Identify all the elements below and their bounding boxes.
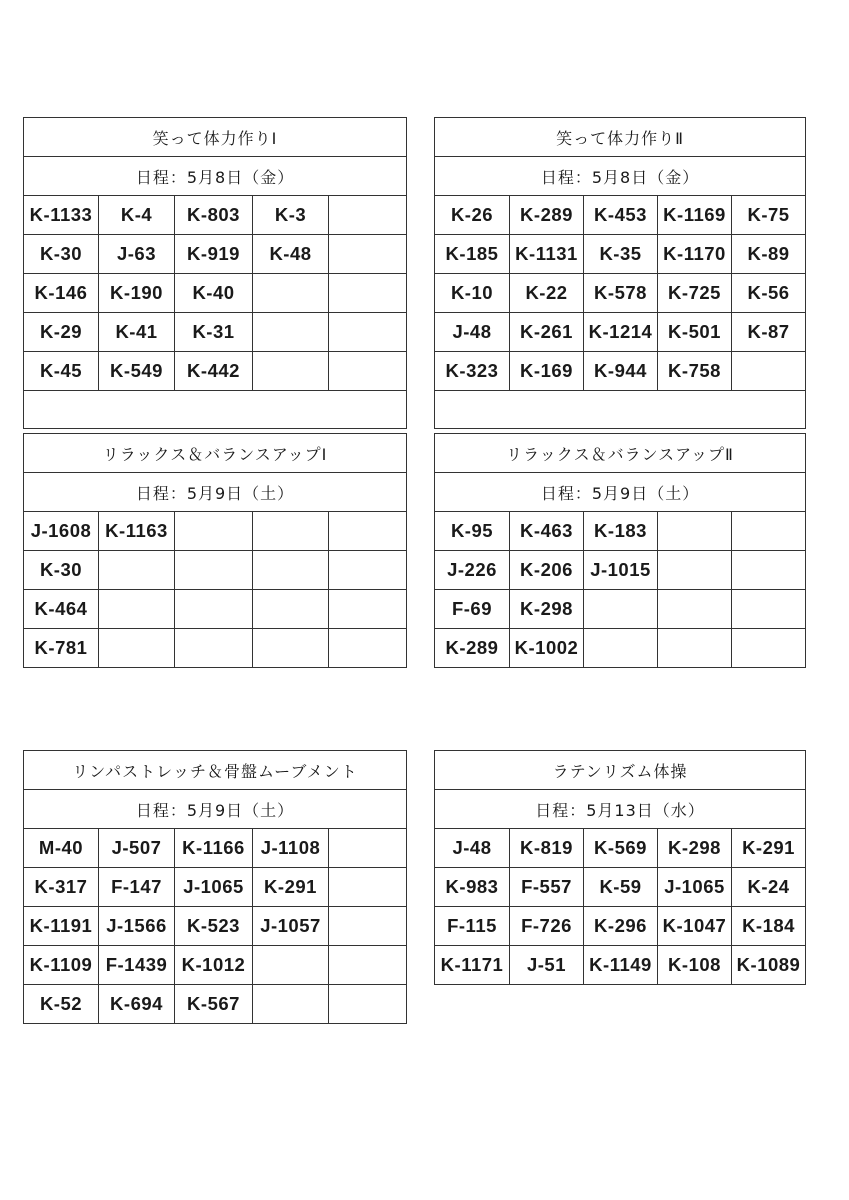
participant-row [24,868,407,907]
participant-id-cell: K-1109 [24,946,99,985]
participant-id-cell: K-453 [584,196,658,235]
participant-row [435,274,806,313]
participant-id-cell: K-1131 [510,235,584,274]
participant-row [435,868,806,907]
participant-id-cell: K-30 [24,235,99,274]
participant-row [435,196,806,235]
participant-id-cell: K-40 [175,274,253,313]
participant-id-cell [658,629,732,668]
participant-id-cell: J-1057 [253,907,329,946]
participant-id-cell [329,196,407,235]
participant-row [24,235,407,274]
participant-id-cell: J-1015 [584,551,658,590]
participant-id-cell [584,629,658,668]
participant-id-cell: K-261 [510,313,584,352]
participant-id-cell: K-323 [435,352,510,391]
participant-id-cell: K-983 [435,868,510,907]
participant-id-cell [99,590,175,629]
participant-id-cell: J-51 [510,946,584,985]
participant-id-cell: K-185 [435,235,510,274]
participant-id-cell [253,629,329,668]
participant-row [435,829,806,868]
participant-id-cell: K-31 [175,313,253,352]
participant-id-cell: K-298 [658,829,732,868]
participant-row [24,313,407,352]
participant-row [435,590,806,629]
participant-id-cell: K-75 [732,196,806,235]
participant-id-cell: K-291 [253,868,329,907]
session-title: ラテンリズム体操 [435,751,806,790]
participant-id-cell: K-35 [584,235,658,274]
participant-id-cell: K-296 [584,907,658,946]
participant-id-cell: J-1065 [175,868,253,907]
session-date: 日程：5月9日（土） [24,473,407,512]
participant-id-cell: K-758 [658,352,732,391]
session-date: 日程：5月9日（土） [24,790,407,829]
participant-id-cell: K-146 [24,274,99,313]
participant-id-cell: K-10 [435,274,510,313]
participant-id-cell: K-298 [510,590,584,629]
participant-id-cell [175,629,253,668]
participant-id-cell: K-578 [584,274,658,313]
participant-id-cell [99,629,175,668]
participant-row [435,551,806,590]
participant-id-cell [329,512,407,551]
participant-id-cell [658,590,732,629]
participant-id-cell [175,551,253,590]
participant-id-cell: F-115 [435,907,510,946]
participant-id-cell: K-183 [584,512,658,551]
participant-id-cell: J-48 [435,829,510,868]
participant-id-cell [175,590,253,629]
participant-id-cell: K-1171 [435,946,510,985]
participant-id-cell [329,313,407,352]
participant-id-cell: K-30 [24,551,99,590]
participant-id-cell: K-1214 [584,313,658,352]
session-title: リラックス＆バランスアップⅠ [24,434,407,473]
participant-id-cell [329,590,407,629]
participant-id-cell [329,551,407,590]
participant-id-cell: F-147 [99,868,175,907]
session-title: リンパストレッチ＆骨盤ムーブメント [24,751,407,790]
participant-id-cell: F-726 [510,907,584,946]
participant-id-cell: J-63 [99,235,175,274]
participant-id-cell: J-1108 [253,829,329,868]
participant-id-cell: K-45 [24,352,99,391]
participant-id-cell: K-1166 [175,829,253,868]
participant-id-cell: K-1163 [99,512,175,551]
participant-id-cell: K-523 [175,907,253,946]
participant-id-cell: K-549 [99,352,175,391]
participant-id-cell: K-1170 [658,235,732,274]
participant-row [24,274,407,313]
participant-id-cell: K-89 [732,235,806,274]
participant-id-cell [329,274,407,313]
participant-id-cell [253,512,329,551]
participant-id-cell: K-56 [732,274,806,313]
session-date: 日程：5月9日（土） [435,473,806,512]
participant-row [24,829,407,868]
participant-id-cell: K-289 [435,629,510,668]
participant-id-cell: F-557 [510,868,584,907]
participant-id-cell: J-226 [435,551,510,590]
participant-id-cell: K-1089 [732,946,806,985]
participant-id-cell [658,551,732,590]
participant-id-cell [253,551,329,590]
participant-id-cell: K-1012 [175,946,253,985]
participant-id-cell: K-206 [510,551,584,590]
participant-id-cell: K-1169 [658,196,732,235]
session-table-relax-1 [23,433,407,668]
participant-row [435,313,806,352]
participant-row [24,629,407,668]
participant-row [435,512,806,551]
participant-id-cell: F-69 [435,590,510,629]
session-table-lymph-stretch [23,750,407,1024]
participant-id-cell [253,985,329,1024]
blank-row [435,391,806,429]
participant-id-cell: K-944 [584,352,658,391]
participant-id-cell [329,629,407,668]
participant-id-cell [253,590,329,629]
participant-id-cell: K-108 [658,946,732,985]
blank-row [24,391,407,429]
participant-id-cell: K-22 [510,274,584,313]
participant-row [24,352,407,391]
participant-id-cell: K-567 [175,985,253,1024]
participant-id-cell: K-41 [99,313,175,352]
participant-row [24,590,407,629]
participant-id-cell: K-48 [253,235,329,274]
participant-id-cell [329,235,407,274]
participant-id-cell [329,985,407,1024]
participant-row [435,629,806,668]
session-title: 笑って体力作りⅡ [435,118,806,157]
participant-id-cell: K-95 [435,512,510,551]
participant-id-cell [253,313,329,352]
participant-id-cell: J-1065 [658,868,732,907]
participant-row [435,907,806,946]
participant-id-cell: K-1002 [510,629,584,668]
participant-id-cell: K-184 [732,907,806,946]
participant-id-cell [99,551,175,590]
participant-id-cell: J-1566 [99,907,175,946]
participant-id-cell: K-725 [658,274,732,313]
participant-id-cell [175,512,253,551]
participant-id-cell: K-4 [99,196,175,235]
participant-id-cell: K-24 [732,868,806,907]
participant-id-cell: K-464 [24,590,99,629]
participant-id-cell [329,352,407,391]
participant-id-cell: K-1149 [584,946,658,985]
participant-row [24,512,407,551]
participant-id-cell: K-819 [510,829,584,868]
participant-id-cell: K-919 [175,235,253,274]
participant-id-cell: K-317 [24,868,99,907]
participant-id-cell [329,946,407,985]
participant-id-cell [253,352,329,391]
participant-id-cell: K-569 [584,829,658,868]
participant-id-cell [732,590,806,629]
participant-id-cell: K-190 [99,274,175,313]
participant-id-cell [253,946,329,985]
participant-id-cell: K-463 [510,512,584,551]
session-date: 日程：5月13日（水） [435,790,806,829]
session-title: リラックス＆バランスアップⅡ [435,434,806,473]
participant-id-cell: K-501 [658,313,732,352]
participant-id-cell: K-289 [510,196,584,235]
participant-id-cell: K-291 [732,829,806,868]
participant-id-cell [732,512,806,551]
participant-id-cell [732,629,806,668]
participant-id-cell [732,551,806,590]
participant-id-cell: K-1133 [24,196,99,235]
participant-id-cell: J-507 [99,829,175,868]
participant-id-cell: K-442 [175,352,253,391]
session-table-waratte-1 [23,117,407,429]
participant-id-cell: F-1439 [99,946,175,985]
participant-id-cell: K-169 [510,352,584,391]
participant-row [435,946,806,985]
participant-row [435,235,806,274]
participant-id-cell: K-694 [99,985,175,1024]
session-title: 笑って体力作りⅠ [24,118,407,157]
participant-row [24,985,407,1024]
participant-id-cell: K-59 [584,868,658,907]
participant-row [24,946,407,985]
participant-id-cell: K-26 [435,196,510,235]
participant-id-cell: K-87 [732,313,806,352]
participant-id-cell [253,274,329,313]
session-table-waratte-2 [434,117,806,429]
participant-id-cell: K-803 [175,196,253,235]
participant-id-cell [658,512,732,551]
participant-row [24,907,407,946]
participant-row [24,551,407,590]
participant-id-cell: K-1191 [24,907,99,946]
session-table-relax-2 [434,433,806,668]
participant-id-cell [584,590,658,629]
participant-id-cell: K-29 [24,313,99,352]
participant-row [435,352,806,391]
participant-id-cell: M-40 [24,829,99,868]
participant-id-cell [732,352,806,391]
session-date: 日程：5月8日（金） [435,157,806,196]
participant-id-cell: J-48 [435,313,510,352]
participant-row [24,196,407,235]
session-date: 日程：5月8日（金） [24,157,407,196]
session-table-latin-rhythm [434,750,806,985]
participant-id-cell [329,829,407,868]
participant-id-cell: J-1608 [24,512,99,551]
participant-id-cell: K-3 [253,196,329,235]
participant-id-cell [329,868,407,907]
participant-id-cell [329,907,407,946]
participant-id-cell: K-781 [24,629,99,668]
participant-id-cell: K-1047 [658,907,732,946]
participant-id-cell: K-52 [24,985,99,1024]
